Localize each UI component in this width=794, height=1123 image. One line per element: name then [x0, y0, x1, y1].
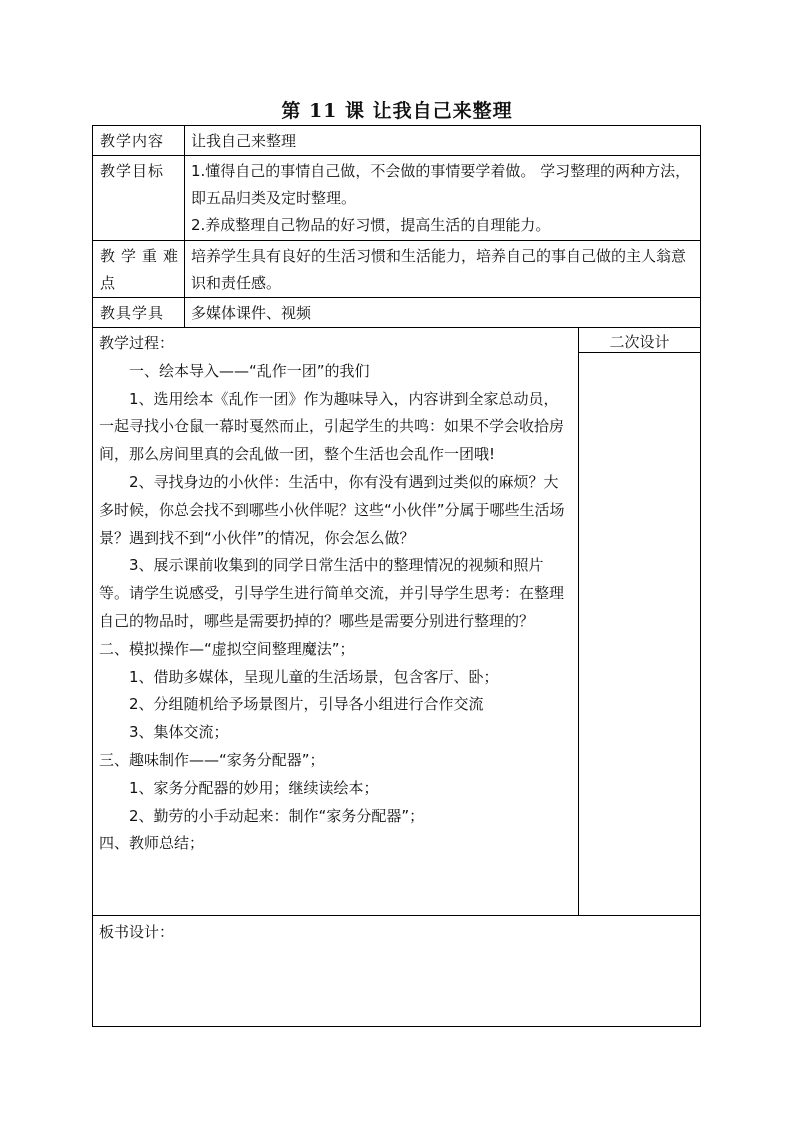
process-paragraph: 1、借助多媒体，呈现儿童的生活场景，包含客厅、卧； — [129, 667, 499, 686]
label-teaching-goals: 教学目标 — [93, 156, 185, 241]
goal-item: 2.养成整理自己物品的好习惯，提高生活的自理能力。 — [191, 216, 551, 234]
process-paragraph: 2、勤劳的小手动起来：制作“家务分配器”； — [129, 806, 425, 825]
row-teaching-content — [93, 126, 701, 156]
process-paragraph: 1、家务分配器的妙用；继续读绘本； — [129, 778, 379, 797]
second-design-label: 二次设计 — [579, 328, 700, 353]
label-teaching-content: 教学内容 — [93, 126, 185, 156]
label-teaching-tools: 教具学具 — [93, 298, 185, 328]
lesson-title: 第 11 课 让我自己来整理 — [281, 100, 513, 122]
process-paragraph: 2、分组随机给予场景图片，引导各小组进行合作交流 — [129, 695, 484, 714]
process-paragraph: 一、绘本导入——“乱作一团”的我们 — [129, 361, 370, 380]
process-paragraph: 二、模拟操作—“虚拟空间整理魔法”； — [99, 639, 355, 658]
value-teaching-goals — [185, 156, 701, 241]
process-paragraph: 三、趣味制作——“家务分配器”； — [99, 750, 325, 769]
value-teaching-content: 让我自己来整理 — [185, 126, 701, 156]
process-heading: 教学过程： — [99, 334, 175, 352]
teaching-process-cell — [93, 328, 579, 916]
board-design-label: 板书设计： — [93, 916, 701, 1027]
process-paragraph: 3、展示课前收集到的同学日常生活中的整理情况的视频和照片等。请学生说感受，引导学生进行简单交流，并引导学生思考：在整理自己的物品时，哪些是需要扔掉的？哪些是需要分别进行整理的？ — [99, 556, 565, 630]
goal-item: 1.懂得自己的事情自己做，不会做的事情要学着做。 学习整理的两种方法，即五品归类及定时整理。 — [191, 162, 691, 207]
process-paragraph: 2、寻找身边的小伙伴：生活中，你有没有遇到过类似的麻烦？大多时候，你总会找不到哪些小伙伴呢？这些“小伙伴”分属于哪些生活场景？遇到找不到“小伙伴”的情况，你会怎么做？ — [99, 472, 565, 547]
row-teaching-goals — [93, 156, 701, 241]
row-board-design — [93, 916, 701, 1027]
second-design-cell — [579, 328, 701, 916]
label-key-points: 教学重难点 — [93, 241, 185, 298]
row-key-points — [93, 241, 701, 298]
lesson-plan-table — [92, 125, 701, 1027]
process-paragraph: 3、集体交流； — [129, 723, 229, 742]
value-teaching-tools: 多媒体课件、视频 — [185, 298, 701, 328]
value-key-points: 培养学生具有良好的生活习惯和生活能力，培养自己的事自己做的主人翁意识和责任感。 — [185, 241, 701, 298]
process-paragraph: 1、选用绘本《乱作一团》作为趣味导入，内容讲到全家总动员，一起寻找小仓鼠一幕时戛然而止，引起学生的共鸣：如果不学会收拾房间，那么房间里真的会乱做一团，整个生活也会乱作一团哦! — [99, 389, 565, 464]
row-teaching-tools — [93, 298, 701, 328]
process-paragraph: 四、教师总结； — [99, 834, 205, 853]
row-teaching-process — [93, 328, 701, 916]
